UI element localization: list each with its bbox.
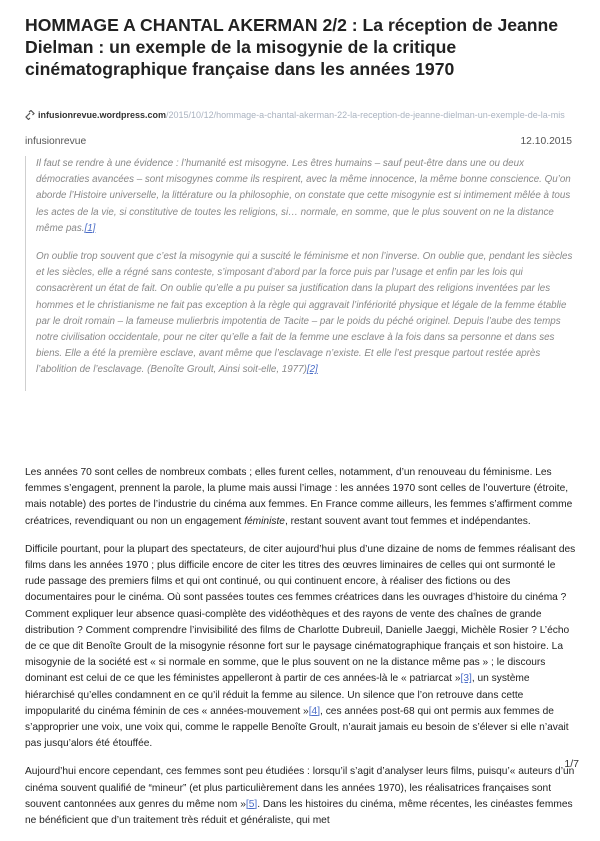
link-icon	[25, 110, 36, 123]
link-icon-graphic	[25, 110, 36, 120]
article-body	[25, 465, 577, 841]
body-text: . Dans les histoires du cinéma, même récentes, les cinéastes femmes ne bénéficient que d’un traitement très réduit et généraliste, qui met	[25, 798, 573, 827]
body-text: , restant souvent avant tout femmes et indépendantes.	[284, 515, 531, 527]
footnote-link[interactable]: [5]	[245, 798, 258, 810]
publish-date: 12.10.2015	[520, 136, 572, 147]
footnote-link[interactable]: [4]	[308, 705, 321, 717]
body-text: Difficile pourtant, pour la plupart des spectateurs, de citer aujourd’hui plus d’une dizaine de noms de femmes réalisant des films dans les années 1970 ; plus difficile encore de citer les titres des œuvres liminaires de celles qui ont surmonté le rude passage des premiers films et qui ont continué, ou qui continuent encore, à réaliser des fictions ou des documentaires pour le cinéma. Où sont passées toutes ces femmes créatrices dans les ouvrages d’histoire du cinéma ? Comment expliquer leur absence quasi-complète des vidéothèques et des rayons de vente des chaînes de grande distribution ? Comment comprendre l’invisibilité des films de Charlotte Dubreuil, Danielle Jaeggi, Michèle Rosier ? L’écho de ce que dit Benoîte Groult de la misogynie résonne fort sur le paysage cinématographique français et son histoire. La misogynie de la société est « si normale en somme, que le plus souvent on ne la distance même pas » ; le discours dominant est celui de ce que les féministes appelleront à partir de ces années-là le « patriarcat »	[25, 543, 576, 685]
body-paragraph	[25, 764, 577, 829]
emphasis-text: féministe	[244, 515, 285, 527]
body-text: Les années 70 sont celles de nombreux combats ; elles furent celles, notamment, d’un renouveau du féminisme. Les femmes s’engagent, prennent la parole, la plume mais aussi l’image : les années 1970 sont celles de l’ouverture (étroite, mais notable) des portes de l’industrie du cinéma aux femmes. En France comme ailleurs, les femmes s’affirment comme créatrices, revendiquant ou non un engagement	[25, 467, 573, 527]
quote-text: On oublie trop souvent que c’est la misogynie qui a suscité le féminisme et non l’inverse. On oublie que, pendant les siècles et les siècles, elle a régné sans conteste, s’imposant d’abord par la force puis par l’usage et enfin par les lois qui consacrèrent un état de fait. On oublie qu’elle a pu puiser sa justification dans la plupart des religions inventées par les hommes et le christianisme ne fait pas exception à la règle qui aggravait l’infériorité physique et légale de la femme établie par le droit romain – la fameuse mulierbris impotentia de Tacite – par le poids du péché originel. Depuis l’aube des temps notre civilisation occidentale, pour ne citer qu’elle a fait de la femme une esclave à la fois dans sa personne et dans ses biens. Elle a été la première esclave, avant même que l’esclavage n’existe. Et elle l’est presque partout restée après l’abolition de l’esclavage. (Benoîte Groult, Ainsi soit-elle, 1977)	[36, 251, 573, 376]
footnote-link[interactable]: [1]	[84, 222, 96, 234]
footnote-link[interactable]: [2]	[306, 364, 318, 376]
blockquote	[25, 156, 577, 391]
quote-paragraph	[36, 249, 577, 379]
body-paragraph	[25, 465, 577, 530]
body-text: , un système hiérarchisé qu’elles condamnent en ce qu’il réduit la femme au silence. Un silence que l’on retrouve dans cette impopularité du cinéma féminin de ces « années-mouvement »	[25, 673, 530, 717]
author-name: infusionrevue	[25, 136, 87, 147]
footnote-link[interactable]: [3]	[460, 673, 472, 685]
article-title: HOMMAGE A CHANTAL AKERMAN 2/2 : La réception de Jeanne Dielman : un exemple de la misogynie de la critique cinématographique française dans les années 1970	[25, 15, 559, 79]
body-paragraph	[25, 542, 577, 753]
quote-text: Il faut se rendre à une évidence : l’humanité est misogyne. Les êtres humains – sauf peut-être dans une ou deux démocraties avancées – sont misogynes comme ils respirent, avec la même innocence, la même bonne conscience. Qu’on aborde l’Histoire universelle, la littérature ou la philosophie, on constate que cette misogynie est si intimement mêlée à tous les actes de la vie, si constitutive de toutes les religions, si… normale, en somme, que le plus souvent on ne la distance même pas.	[36, 158, 571, 234]
source-line	[25, 109, 577, 123]
page-indicator: 1/7	[564, 758, 579, 770]
source-path[interactable]: /2015/10/12/hommage-a-chantal-akerman-22-la-reception-de-jeanne-dielman-un-exemple-de-la-mis	[166, 110, 565, 120]
source-domain-link[interactable]: infusionrevue.wordpress.com	[38, 110, 167, 120]
body-text: , ces années post-68 qui ont permis aux femmes de s’approprier une voix, une voix qui, comme le rappelle Benoîte Groult, n’aurait jamais eu besoin de s’élever si elle n’avait pas jusqu’alors été étouffée.	[25, 705, 569, 750]
quote-paragraph	[36, 156, 577, 237]
body-text: Aujourd’hui encore cependant, ces femmes sont peu étudiées : lorsqu’il s’agit d’analyser leurs films, puisqu’« auteurs d’un cinéma souvent qualifié de “mineur” (et plus particulièrement dans les années 1970), les réalisatrices françaises sont souvent cantonnées aux genres du même nom »	[25, 766, 575, 810]
article-meta	[25, 135, 572, 149]
